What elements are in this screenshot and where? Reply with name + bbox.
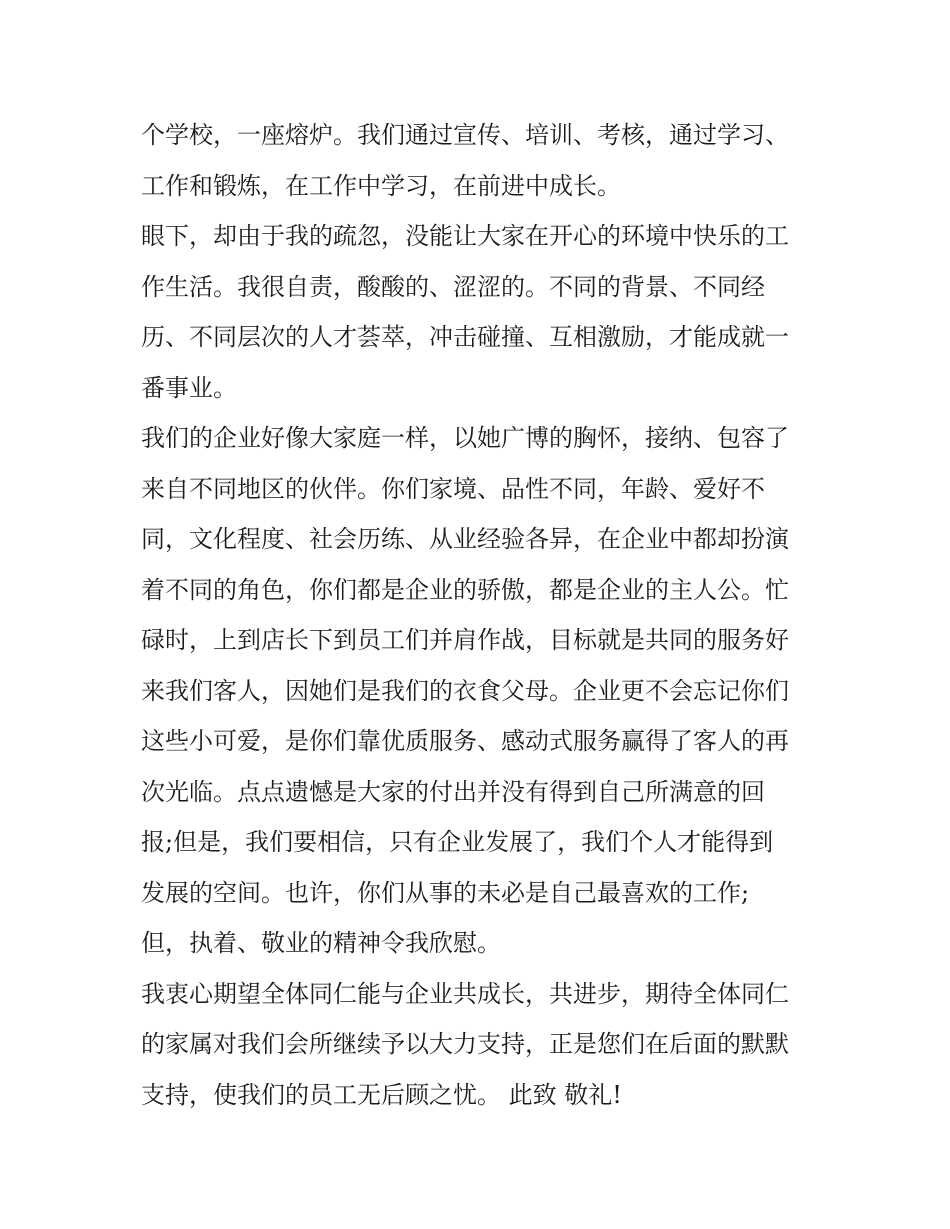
text-line: 但，执着、敬业的精神令我欣慰。 <box>141 929 501 957</box>
text-line: 来我们客人，因她们是我们的衣食父母。企业更不会忘记你们 <box>141 676 789 705</box>
text-line: 的家属对我们会所继续予以大力支持，正是您们在后面的默默 <box>141 1030 789 1058</box>
text-line: 番事业。 <box>141 373 237 402</box>
text-line: 历、不同层次的人才荟萃，冲击碰撞、互相激励，才能成就一 <box>141 323 789 351</box>
text-line: 次光临。点点遗憾是大家的付出并没有得到自己所满意的回 <box>141 777 765 806</box>
letter-body <box>141 110 821 1120</box>
text-line: 我们的企业好像大家庭一样，以她广博的胸怀，接纳、包容了 <box>141 424 789 452</box>
text-line: 报;但是，我们要相信，只有企业发展了，我们个人才能得到 <box>141 828 774 856</box>
text-line: 来自不同地区的伙伴。你们家境、品性不同，年龄、爱好不 <box>141 474 765 503</box>
text-line: 同，文化程度、社会历练、从业经验各异，在企业中都却扮演 <box>141 525 789 553</box>
text-line: 作生活。我很自责，酸酸的、涩涩的。不同的背景、不同经 <box>141 272 765 301</box>
text-line: 个学校，一座熔炉。我们通过宣传、培训、考核，通过学习、 <box>141 121 789 149</box>
text-line: 发展的空间。也许，你们从事的未必是自己最喜欢的工作; <box>141 878 750 907</box>
text-line: 我衷心期望全体同仁能与企业共成长，共进步，期待全体同仁 <box>141 979 789 1008</box>
text-line: 眼下，却由于我的疏忽，没能让大家在开心的环境中快乐的工 <box>141 222 789 250</box>
text-line: 支持，使我们的员工无后顾之忧。 此致 敬礼! <box>141 1080 622 1109</box>
text-line: 碌时，上到店长下到员工们并肩作战，目标就是共同的服务好 <box>141 626 789 654</box>
text-line: 工作和锻炼，在工作中学习，在前进中成长。 <box>141 171 621 200</box>
text-line: 这些小可爱，是你们靠优质服务、感动式服务赢得了客人的再 <box>141 727 789 755</box>
text-line: 着不同的角色，你们都是企业的骄傲，都是企业的主人公。忙 <box>141 575 789 604</box>
